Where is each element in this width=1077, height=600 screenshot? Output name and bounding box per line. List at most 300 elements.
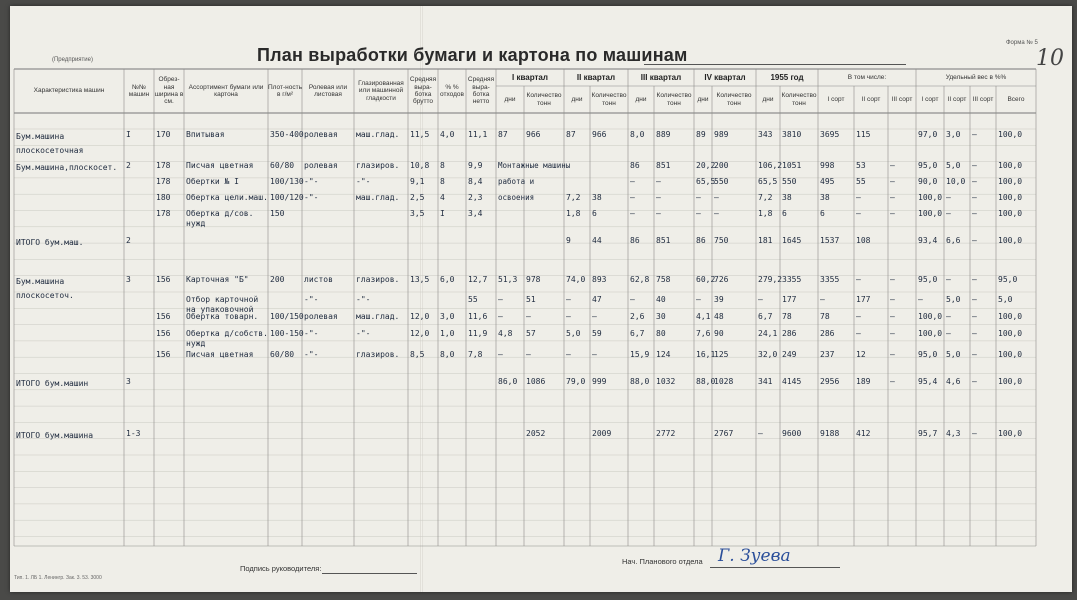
- cell-g1: 9188: [820, 429, 840, 438]
- col-header-waste: % % отходов: [440, 83, 464, 98]
- cell-char: ИТОГО бум.машина: [16, 431, 94, 440]
- cell-s2: 10,0: [946, 177, 966, 186]
- cell-yq: 286: [782, 329, 797, 338]
- cell-waste: 3,0: [440, 312, 455, 321]
- cell-s2: 6,6: [946, 236, 961, 245]
- page-title: План выработки бумаги и картона по машинам: [257, 45, 688, 65]
- cell-s1: 95,0: [918, 275, 938, 284]
- cell-char: Бум.машина плоскосеточ.: [16, 277, 74, 300]
- cell-g2: –: [856, 312, 861, 321]
- cell-net: 11,6: [468, 312, 488, 321]
- cell-s2: 5,0: [946, 295, 961, 304]
- cell-g3: –: [890, 295, 895, 304]
- cell-q4d: 65,5: [696, 177, 716, 186]
- cell-speed: 8,5: [410, 350, 425, 359]
- cell-st: 100,0: [998, 329, 1023, 338]
- cell-q4q: 726: [714, 275, 729, 284]
- cell-yq: 3810: [782, 130, 802, 139]
- col-header-weight: Плот-ность в г/м²: [268, 83, 302, 98]
- cell-finish: глазиров.: [356, 161, 400, 170]
- col-header-share-total: Всего: [1007, 95, 1025, 103]
- col-header-speed: Средняя выра-ботка брутто: [409, 76, 437, 106]
- printer-imprint: Тип. 1. ЛБ 1. Ленингр. Зак. 3. 53. 3000: [14, 575, 102, 581]
- signature-line: [322, 573, 417, 574]
- cell-s1: 90,0: [918, 177, 938, 186]
- cell-g2: 53: [856, 161, 866, 170]
- cell-q3d: –: [630, 193, 635, 202]
- cell-g2: –: [856, 193, 861, 202]
- col-header-q4q: Количество тонн: [716, 92, 752, 107]
- cell-s2: –: [946, 312, 951, 321]
- cell-g3: –: [890, 177, 895, 186]
- col-header-width: Обрез-ная ширина в см.: [154, 76, 184, 106]
- cell-q3d: 86: [630, 236, 640, 245]
- cell-s1: 95,0: [918, 161, 938, 170]
- cell-q3q: 80: [656, 329, 666, 338]
- cell-finish: -"-: [356, 177, 371, 186]
- col-header-share-grade1: I сорт: [921, 95, 939, 103]
- cell-weight: 150: [270, 209, 285, 218]
- cell-yd: 65,5: [758, 177, 778, 186]
- cell-q4d: 16,1: [696, 350, 716, 359]
- dept-signature-line: [710, 567, 840, 568]
- col-header-q2: II квартал: [576, 72, 616, 82]
- cell-q1d: работа и: [498, 177, 535, 186]
- col-header-incl-grade2: II сорт: [861, 95, 881, 103]
- cell-speed: 3,5: [410, 209, 425, 218]
- cell-g2: 12: [856, 350, 866, 359]
- cell-s3: –: [972, 193, 977, 202]
- cell-width: 178: [156, 209, 171, 218]
- col-header-q3: III квартал: [640, 72, 682, 82]
- cell-yd: 7,2: [758, 193, 773, 202]
- cell-speed: 11,5: [410, 130, 430, 139]
- cell-roll: ролевая: [304, 161, 338, 170]
- cell-q4q: 39: [714, 295, 724, 304]
- cell-q3q: 124: [656, 350, 671, 359]
- cell-yq: 38: [782, 193, 792, 202]
- cell-g1: –: [820, 295, 825, 304]
- cell-s3: –: [972, 275, 977, 284]
- cell-g1: 6: [820, 209, 825, 218]
- cell-weight: 100/150: [270, 312, 304, 321]
- cell-assort: Обертки № I: [186, 177, 239, 186]
- cell-yd: 341: [758, 377, 773, 386]
- cell-assort: Впитывая: [186, 130, 225, 139]
- cell-q1q: 978: [526, 275, 541, 284]
- cell-net: 9,9: [468, 161, 483, 170]
- cell-s3: –: [972, 161, 977, 170]
- cell-s1: –: [918, 295, 923, 304]
- cell-q2d: 1,8: [566, 209, 581, 218]
- cell-roll: ролевая: [304, 312, 338, 321]
- cell-assort: Карточная "Б": [186, 275, 249, 284]
- cell-yq: 3355: [782, 275, 802, 284]
- cell-q1d: Монтажные машины: [498, 161, 571, 170]
- cell-g2: 55: [856, 177, 866, 186]
- cell-g3: –: [890, 350, 895, 359]
- cell-q3d: 88,0: [630, 377, 650, 386]
- cell-g2: 412: [856, 429, 871, 438]
- cell-waste: 6,0: [440, 275, 455, 284]
- cell-q1d: –: [498, 295, 503, 304]
- cell-q4q: 2767: [714, 429, 734, 438]
- cell-q3q: 30: [656, 312, 666, 321]
- cell-yq: 1051: [782, 161, 802, 170]
- col-header-net: Средняя выра-ботка нетто: [467, 76, 495, 106]
- cell-g3: –: [890, 275, 895, 284]
- cell-q4q: 48: [714, 312, 724, 321]
- cell-q3d: –: [630, 209, 635, 218]
- cell-q3q: –: [656, 193, 661, 202]
- cell-width: 156: [156, 350, 171, 359]
- cell-finish: маш.глад.: [356, 312, 400, 321]
- cell-q4d: 60,2: [696, 275, 716, 284]
- cell-q3q: 40: [656, 295, 666, 304]
- cell-assort: Писчая цветная: [186, 350, 254, 359]
- cell-yq: 4145: [782, 377, 802, 386]
- cell-roll: ролевая: [304, 130, 338, 139]
- cell-q1q: –: [526, 312, 531, 321]
- cell-q1q: 966: [526, 130, 541, 139]
- cell-q3q: –: [656, 209, 661, 218]
- cell-q3q: 851: [656, 161, 671, 170]
- col-header-finish: Глазированная или машинной гладкости: [358, 79, 404, 102]
- cell-q2d: 7,2: [566, 193, 581, 202]
- document-sheet: [10, 6, 1072, 592]
- cell-q2d: 9: [566, 236, 571, 245]
- cell-q3q: 2772: [656, 429, 676, 438]
- cell-assort: Отбор карточной на упаковочной: [186, 295, 259, 314]
- cell-q1q: 2052: [526, 429, 546, 438]
- cell-waste: 1,0: [440, 329, 455, 338]
- cell-finish: маш.глад.: [356, 130, 400, 139]
- cell-s3: –: [972, 130, 977, 139]
- cell-q1d: 51,3: [498, 275, 518, 284]
- cell-waste: 4,0: [440, 130, 455, 139]
- cell-roll: листов: [304, 275, 333, 284]
- cell-g2: 189: [856, 377, 871, 386]
- cell-g1: 3695: [820, 130, 840, 139]
- cell-yd: 181: [758, 236, 773, 245]
- cell-g1: 237: [820, 350, 835, 359]
- cell-q2q: –: [592, 350, 597, 359]
- cell-width: 156: [156, 329, 171, 338]
- cell-net: 55: [468, 295, 478, 304]
- col-header-q4: IV квартал: [704, 72, 746, 82]
- cell-st: 100,0: [998, 193, 1023, 202]
- cell-q4q: 90: [714, 329, 724, 338]
- cell-g3: –: [890, 209, 895, 218]
- cell-net: 2,3: [468, 193, 483, 202]
- cell-speed: 2,5: [410, 193, 425, 202]
- cell-yq: 249: [782, 350, 797, 359]
- cell-roll: -"-: [304, 295, 319, 304]
- col-header-q2-days: дни: [571, 95, 583, 103]
- cell-s2: –: [946, 275, 951, 284]
- cell-st: 95,0: [998, 275, 1018, 284]
- cell-q1d: 4,8: [498, 329, 513, 338]
- col-header-q1q: Количество тонн: [526, 92, 562, 107]
- dept-label: Нач. Планового отдела: [622, 557, 703, 566]
- cell-waste: 4: [440, 193, 445, 202]
- cell-weight: 100/130: [270, 177, 304, 186]
- cell-width: 156: [156, 312, 171, 321]
- cell-s3: –: [972, 377, 977, 386]
- cell-assort: Писчая цветная: [186, 161, 254, 170]
- cell-g2: 108: [856, 236, 871, 245]
- cell-q3d: 8,0: [630, 130, 645, 139]
- cell-yd: 106,2: [758, 161, 783, 170]
- cell-g1: 1537: [820, 236, 840, 245]
- cell-st: 100,0: [998, 350, 1023, 359]
- cell-s1: 100,0: [918, 193, 943, 202]
- cell-q1d: 86,0: [498, 377, 518, 386]
- cell-q3d: 86: [630, 161, 640, 170]
- col-header-share-grade2: II сорт: [947, 95, 967, 103]
- cell-waste: 8,0: [440, 350, 455, 359]
- cell-mach: 3: [126, 377, 131, 386]
- cell-q4q: 200: [714, 161, 729, 170]
- cell-net: 11,9: [468, 329, 488, 338]
- cell-q4d: 88,0: [696, 377, 716, 386]
- cell-s2: 5,0: [946, 350, 961, 359]
- cell-roll: -"-: [304, 329, 319, 338]
- cell-assort: Обертка д/собств. нужд: [186, 329, 268, 348]
- cell-q1q: 1086: [526, 377, 546, 386]
- cell-st: 100,0: [998, 377, 1023, 386]
- cell-roll: -"-: [304, 350, 319, 359]
- cell-char: ИТОГО бум.маш.: [16, 238, 84, 247]
- cell-mach: 3: [126, 275, 131, 284]
- cell-g1: 495: [820, 177, 835, 186]
- cell-q3d: 15,9: [630, 350, 650, 359]
- cell-q3q: 851: [656, 236, 671, 245]
- cell-g1: 3355: [820, 275, 840, 284]
- cell-weight: 200: [270, 275, 285, 284]
- cell-q2d: –: [566, 295, 571, 304]
- cell-st: 100,0: [998, 161, 1023, 170]
- cell-q4q: 989: [714, 130, 729, 139]
- cell-q3q: 1032: [656, 377, 676, 386]
- cell-weight: 350-400: [270, 130, 304, 139]
- cell-roll: -"-: [304, 177, 319, 186]
- cell-speed: 12,0: [410, 329, 430, 338]
- col-header-year: 1955 год: [770, 72, 804, 82]
- cell-s1: 97,0: [918, 130, 938, 139]
- cell-waste: 8: [440, 177, 445, 186]
- cell-st: 100,0: [998, 312, 1023, 321]
- cell-g1: 78: [820, 312, 830, 321]
- col-header-yq: Количество тонн: [781, 92, 817, 107]
- cell-s1: 95,7: [918, 429, 938, 438]
- dept-signature: Г. Зуева: [718, 546, 791, 566]
- col-header-q4-days: дни: [697, 95, 709, 103]
- cell-q4d: 7,6: [696, 329, 711, 338]
- cell-st: 100,0: [998, 236, 1023, 245]
- cell-g1: 2956: [820, 377, 840, 386]
- cell-q4q: 1028: [714, 377, 734, 386]
- cell-assort: Обертка д/сов. нужд: [186, 209, 254, 228]
- cell-q2d: 74,0: [566, 275, 586, 284]
- cell-g1: 998: [820, 161, 835, 170]
- cell-yq: 6: [782, 209, 787, 218]
- col-header-year-days: дни: [762, 95, 774, 103]
- cell-g2: –: [856, 209, 861, 218]
- cell-finish: маш.глад.: [356, 193, 400, 202]
- cell-q2q: 999: [592, 377, 607, 386]
- cell-g2: 115: [856, 130, 871, 139]
- cell-yd: 32,0: [758, 350, 778, 359]
- cell-g3: –: [890, 377, 895, 386]
- cell-q2q: 47: [592, 295, 602, 304]
- cell-q3d: –: [630, 177, 635, 186]
- cell-roll: -"-: [304, 193, 319, 202]
- cell-g3: –: [890, 161, 895, 170]
- cell-s3: –: [972, 236, 977, 245]
- cell-q3d: 6,7: [630, 329, 645, 338]
- cell-s2: 5,0: [946, 161, 961, 170]
- form-handwritten-number: 10: [1036, 46, 1064, 71]
- cell-yq: 177: [782, 295, 797, 304]
- cell-yd: –: [758, 295, 763, 304]
- cell-q4d: –: [696, 209, 701, 218]
- col-header-characteristic: Характеристика машин: [33, 87, 105, 95]
- cell-mach: 1-3: [126, 429, 141, 438]
- cell-q2q: 59: [592, 329, 602, 338]
- cell-weight: 100/120: [270, 193, 304, 202]
- cell-s3: –: [972, 312, 977, 321]
- cell-q1d: 87: [498, 130, 508, 139]
- cell-q2q: 6: [592, 209, 597, 218]
- cell-width: 170: [156, 130, 171, 139]
- cell-q2q: 2009: [592, 429, 612, 438]
- cell-yd: 1,8: [758, 209, 773, 218]
- cell-g2: –: [856, 275, 861, 284]
- cell-st: 5,0: [998, 295, 1013, 304]
- cell-net: 7,8: [468, 350, 483, 359]
- cell-net: 8,4: [468, 177, 483, 186]
- cell-q3d: 2,6: [630, 312, 645, 321]
- cell-s2: –: [946, 209, 951, 218]
- cell-q4d: 89: [696, 130, 706, 139]
- cell-s2: 4,3: [946, 429, 961, 438]
- cell-q3q: –: [656, 177, 661, 186]
- cell-assort: Обертка товарн.: [186, 312, 259, 321]
- cell-yq: 78: [782, 312, 792, 321]
- cell-q3d: 62,8: [630, 275, 650, 284]
- form-label: Форма № 5: [1006, 40, 1038, 46]
- col-header-q1: I квартал: [512, 72, 548, 82]
- cell-s2: 4,6: [946, 377, 961, 386]
- cell-s1: 95,4: [918, 377, 938, 386]
- cell-net: 3,4: [468, 209, 483, 218]
- col-header-machine-no: №№ машин: [128, 83, 150, 98]
- cell-mach: I: [126, 130, 131, 139]
- cell-q2q: 893: [592, 275, 607, 284]
- cell-yq: 550: [782, 177, 797, 186]
- cell-s1: 100,0: [918, 209, 943, 218]
- cell-s3: –: [972, 295, 977, 304]
- cell-q4d: 20,2: [696, 161, 716, 170]
- cell-q2d: 79,0: [566, 377, 586, 386]
- cell-q2q: 966: [592, 130, 607, 139]
- cell-q4q: 550: [714, 177, 729, 186]
- cell-q3d: –: [630, 295, 635, 304]
- cell-st: 100,0: [998, 130, 1023, 139]
- cell-q1d: –: [498, 312, 503, 321]
- enterprise-label: (Предприятие): [52, 57, 93, 63]
- cell-yd: 343: [758, 130, 773, 139]
- cell-speed: 13,5: [410, 275, 430, 284]
- col-header-share: Удельный вес в %%: [945, 73, 1007, 81]
- col-header-incl-grade1: I сорт: [827, 95, 845, 103]
- cell-q4q: 750: [714, 236, 729, 245]
- cell-q3q: 758: [656, 275, 671, 284]
- cell-weight: 60/80: [270, 350, 295, 359]
- signature-label: Подпись руководителя:: [240, 564, 322, 573]
- cell-s1: 100,0: [918, 329, 943, 338]
- cell-q1q: 51: [526, 295, 536, 304]
- cell-g2: 177: [856, 295, 871, 304]
- cell-q4d: 86: [696, 236, 706, 245]
- col-header-share-grade3: III сорт: [972, 95, 994, 103]
- col-header-roll-sheet: Ролевая или листовая: [308, 83, 348, 98]
- cell-q2d: –: [566, 312, 571, 321]
- cell-g3: –: [890, 329, 895, 338]
- cell-s1: 95,0: [918, 350, 938, 359]
- cell-waste: I: [440, 209, 445, 218]
- cell-s2: 3,0: [946, 130, 961, 139]
- cell-s3: –: [972, 209, 977, 218]
- cell-speed: 10,8: [410, 161, 430, 170]
- cell-finish: -"-: [356, 329, 371, 338]
- cell-q2d: 5,0: [566, 329, 581, 338]
- cell-weight: 100-150: [270, 329, 304, 338]
- cell-finish: глазиров.: [356, 350, 400, 359]
- cell-width: 178: [156, 177, 171, 186]
- cell-char: ИТОГО бум.машин: [16, 379, 89, 388]
- cell-width: 180: [156, 193, 171, 202]
- col-header-q1-days: дни: [504, 95, 516, 103]
- cell-s1: 100,0: [918, 312, 943, 321]
- col-header-incl: В том числе:: [847, 73, 887, 81]
- cell-g3: –: [890, 312, 895, 321]
- col-header-q2q: Количество тонн: [591, 92, 627, 107]
- cell-s3: –: [972, 350, 977, 359]
- cell-s3: –: [972, 177, 977, 186]
- cell-q4d: –: [696, 193, 701, 202]
- cell-yd: 24,1: [758, 329, 778, 338]
- cell-net: 11,1: [468, 130, 488, 139]
- cell-g1: 38: [820, 193, 830, 202]
- cell-q4d: 4,1: [696, 312, 711, 321]
- cell-q2q: 38: [592, 193, 602, 202]
- cell-q2q: –: [592, 312, 597, 321]
- cell-yd: –: [758, 429, 763, 438]
- cell-yd: 279,2: [758, 275, 783, 284]
- cell-s2: –: [946, 193, 951, 202]
- cell-q4q: 125: [714, 350, 729, 359]
- cell-q3q: 889: [656, 130, 671, 139]
- cell-mach: 2: [126, 161, 131, 170]
- cell-yq: 1645: [782, 236, 802, 245]
- cell-speed: 12,0: [410, 312, 430, 321]
- cell-waste: 8: [440, 161, 445, 170]
- cell-q4q: –: [714, 193, 719, 202]
- cell-yq: 9600: [782, 429, 802, 438]
- cell-finish: -"-: [356, 295, 371, 304]
